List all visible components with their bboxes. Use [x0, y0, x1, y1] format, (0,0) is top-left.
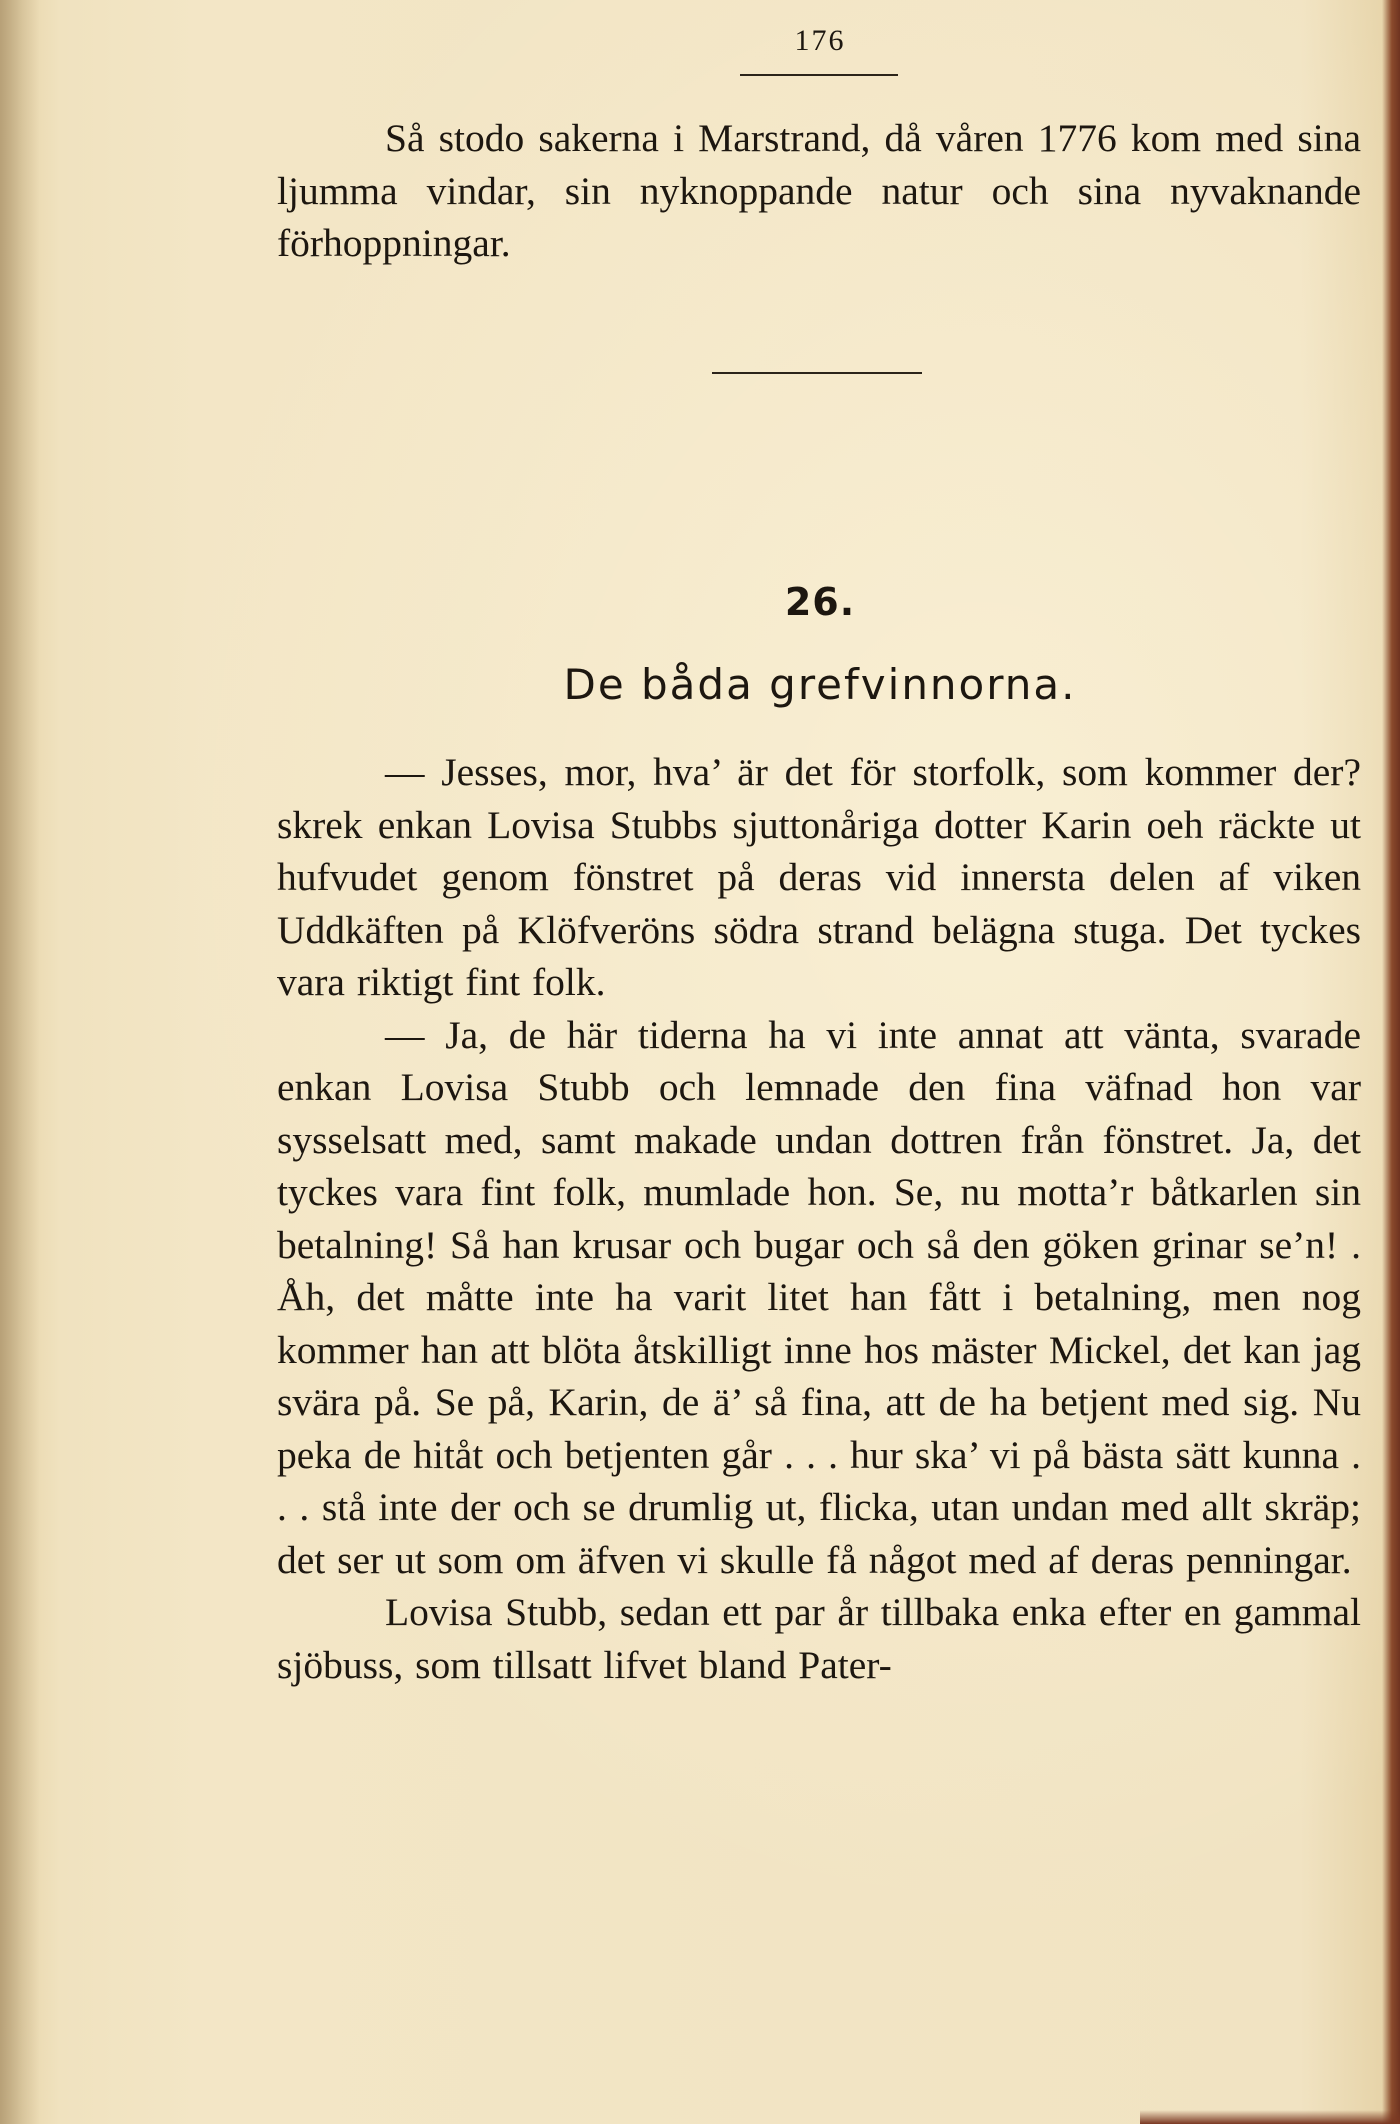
chapter-number: 26.: [784, 580, 856, 624]
chapter-body: [277, 746, 1361, 1691]
page-edge-bottom: [1140, 2110, 1400, 2124]
page-edge: [1382, 0, 1400, 2124]
gutter-shadow: [0, 0, 40, 2124]
opening-paragraph: Så stodo sakerna i Marstrand, då våren 1776 kom med sina ljumma vindar, sin nyknoppande natur och sina nyvaknande förhoppningar.: [277, 116, 1361, 265]
paragraph: — Ja, de här tiderna ha vi inte annat att vänta, svarade enkan Lovisa Stubb och lemnade den fina väfnad hon var sysselsatt med, samt makade undan dottren från fönstret. Ja, det tyckes vara fint folk, mumlade hon. Se, nu motta’r båtkarlen sin betalning! Så han krusar och bugar och så den göken grinar se’n! . Åh, det måtte inte ha varit litet han fått i betalning, men nog kommer han att blöta åtskilligt inne hos mäster Mickel, det kan jag svära på. Se på, Karin, de ä’ så fina, att de ha betjent med sig. Nu peka de hitåt och betjenten går . . . hur ska’ vi på bästa sätt kunna . . . stå inte der och se drumlig ut, flicka, utan undan med allt skräp; det ser ut som om äfven vi skulle få något med af deras penningar.: [277, 1012, 1361, 1582]
section-divider: [712, 372, 922, 374]
paragraph: Lovisa Stubb, sedan ett par år tillbaka enka efter en gammal sjöbuss, som tillsatt lifvet bland Pater-: [277, 1590, 1361, 1687]
paragraph: — Jesses, mor, hva’ är det för storfolk, som kommer der? skrek enkan Lovisa Stubbs sjuttonåriga dotter Karin oeh räckte ut hufvudet genom fönstret på deras vid innersta delen af viken Uddkäften på Klöfveröns södra strand belägna stuga. Det tyckes vara riktigt fint folk.: [277, 750, 1361, 1004]
page-number: 176: [794, 24, 846, 57]
page-number-rule: [740, 74, 898, 76]
opening-text: [277, 112, 1361, 270]
chapter-title: De båda grefvinnorna.: [563, 660, 1077, 709]
